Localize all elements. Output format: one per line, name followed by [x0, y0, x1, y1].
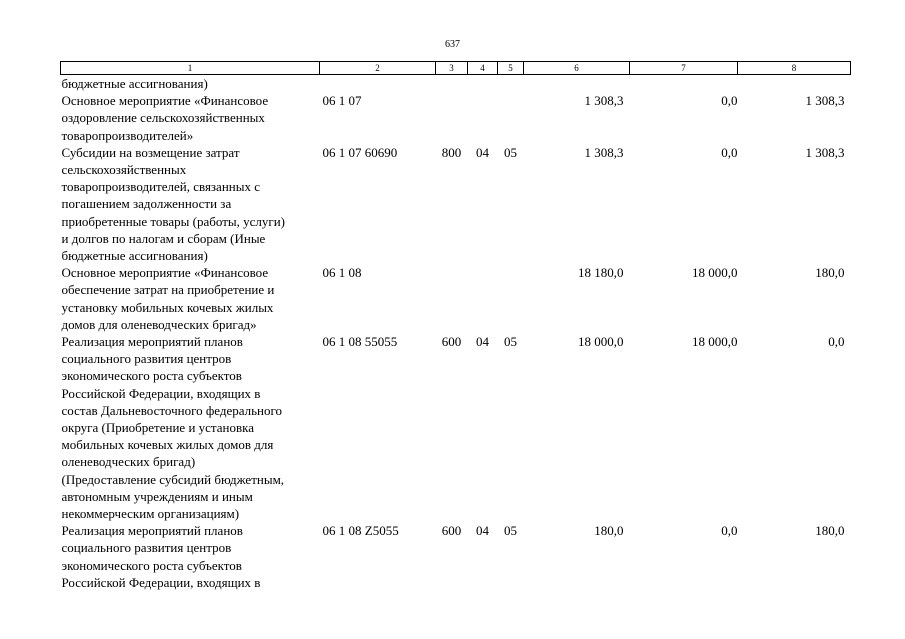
expense-type: [436, 264, 468, 333]
description-line: и долгов по налогам и сборам (Иные: [61, 230, 266, 246]
table-header-row: [61, 62, 851, 75]
amount-col-8: 180,0: [815, 265, 845, 281]
description-line: (Предоставление субсидий бюджетным,: [61, 471, 285, 487]
description-line: мобильных кочевых жилых домов для: [61, 437, 274, 453]
amount-col-8: 1 308,3: [805, 93, 845, 109]
budget-code: 06 1 08: [322, 265, 362, 281]
amount-col-7: 18 000,0: [692, 265, 738, 281]
expense-type: 600: [441, 523, 462, 539]
description-line: Реализация мероприятий планов: [61, 334, 243, 350]
description-line: сельскохозяйственных: [61, 162, 187, 178]
amount-col-7: 0,0: [721, 523, 738, 539]
expense-type: [436, 75, 468, 93]
description-line: оздоровление сельскохозяйственных: [61, 110, 265, 126]
description-line: экономического роста субъектов: [61, 557, 242, 573]
subsection-code: 05: [504, 144, 517, 160]
expense-type: 800: [441, 144, 462, 160]
subsection-code: 05: [504, 523, 517, 539]
header-col-3: 3: [436, 62, 468, 75]
description-line: Субсидии на возмещение затрат: [61, 144, 240, 160]
description-line: домов для оленеводческих бригад»: [61, 316, 257, 332]
row-description: [61, 522, 320, 591]
subsection-code: [498, 264, 524, 333]
description-line: социального развития центров: [61, 351, 232, 367]
budget-code: [320, 75, 436, 93]
header-col-8: 8: [738, 62, 851, 75]
table-row: [61, 522, 851, 591]
description-line: Российской Федерации, входящих в: [61, 385, 261, 401]
table-row: [61, 264, 851, 333]
section-code: [468, 75, 498, 93]
amount-col-8: 1 308,3: [805, 144, 845, 160]
expense-type: [436, 92, 468, 144]
subsection-code: 05: [504, 334, 517, 350]
budget-table: [60, 61, 851, 591]
section-code: [468, 92, 498, 144]
row-description: [61, 333, 320, 522]
description-line: товаропроизводителей, связанных с: [61, 179, 260, 195]
budget-code: 06 1 07 60690: [322, 144, 398, 160]
description-line: оленеводческих бригад): [61, 454, 196, 470]
subsection-code: [498, 92, 524, 144]
table-row: [61, 92, 851, 144]
header-col-2: 2: [320, 62, 436, 75]
section-code: 04: [476, 144, 489, 160]
amount-col-7: [630, 75, 738, 93]
amount-col-6: 1 308,3: [584, 144, 624, 160]
budget-code: 06 1 07: [322, 93, 362, 109]
header-col-6: 6: [524, 62, 630, 75]
row-description: [61, 92, 320, 144]
description-line: социального развития центров: [61, 540, 232, 556]
page-number: 637: [445, 39, 460, 50]
section-code: 04: [476, 334, 489, 350]
description-line: приобретенные товары (работы, услуги): [61, 213, 285, 229]
amount-col-6: 18 000,0: [578, 334, 624, 350]
table-row: [61, 333, 851, 522]
description-line: обеспечение затрат на приобретение и: [61, 282, 275, 298]
budget-code: 06 1 08 55055: [322, 334, 398, 350]
description-line: состав Дальневосточного федерального: [61, 402, 282, 418]
section-code: [468, 264, 498, 333]
amount-col-6: 180,0: [594, 523, 624, 539]
description-line: автономным учреждениям и иным: [61, 488, 253, 504]
description-line: бюджетные ассигнования): [61, 76, 208, 91]
description-line: некоммерческим организациям): [61, 506, 240, 522]
header-col-1: 1: [61, 62, 320, 75]
description-line: товаропроизводителей»: [61, 127, 194, 143]
amount-col-8: [738, 75, 851, 93]
header-col-4: 4: [468, 62, 498, 75]
description-line: Реализация мероприятий планов: [61, 523, 243, 539]
table-row: [61, 75, 851, 93]
budget-code: 06 1 08 Z5055: [322, 523, 399, 539]
subsection-code: [498, 75, 524, 93]
description-line: округа (Приобретение и установка: [61, 420, 255, 436]
expense-type: 600: [441, 334, 462, 350]
amount-col-8: 180,0: [815, 523, 845, 539]
description-line: Российской Федерации, входящих в: [61, 574, 261, 590]
section-code: 04: [476, 523, 489, 539]
row-description: [61, 75, 320, 93]
amount-col-6: 18 180,0: [578, 265, 624, 281]
header-col-7: 7: [630, 62, 738, 75]
amount-col-8: 0,0: [828, 334, 845, 350]
header-col-5: 5: [498, 62, 524, 75]
description-line: экономического роста субъектов: [61, 368, 242, 384]
amount-col-6: [524, 75, 630, 93]
description-line: бюджетные ассигнования): [61, 248, 208, 264]
row-description: [61, 264, 320, 333]
description-line: Основное мероприятие «Финансовое: [61, 93, 269, 109]
description-line: Основное мероприятие «Финансовое: [61, 265, 269, 281]
table-row: [61, 144, 851, 264]
amount-col-7: 0,0: [721, 93, 738, 109]
description-line: установку мобильных кочевых жилых: [61, 299, 274, 315]
amount-col-7: 18 000,0: [692, 334, 738, 350]
description-line: погашением задолженности за: [61, 196, 232, 212]
row-description: [61, 144, 320, 264]
amount-col-6: 1 308,3: [584, 93, 624, 109]
table-body: [61, 75, 851, 592]
amount-col-7: 0,0: [721, 144, 738, 160]
